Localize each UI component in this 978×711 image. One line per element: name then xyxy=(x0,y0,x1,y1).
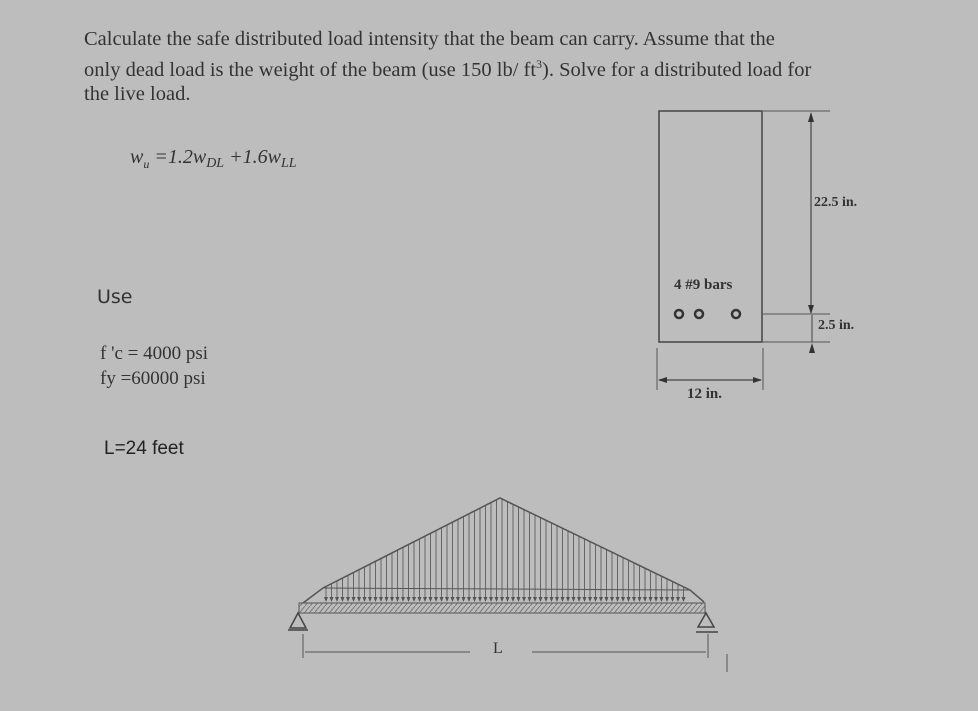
load-arrow-head xyxy=(594,597,598,602)
formula-sub-u: u xyxy=(143,157,150,171)
load-arrow-head xyxy=(434,597,438,602)
use-label: Use xyxy=(97,286,133,308)
load-arrow-head xyxy=(456,597,460,602)
load-arrow-head xyxy=(550,597,554,602)
problem-line-3: the live load. xyxy=(84,82,191,105)
steel-yield-strength: fy =60000 psi xyxy=(100,368,206,389)
formula-w: w xyxy=(130,146,144,168)
load-arrow-head xyxy=(451,597,455,602)
formula-dead-term: =1.2w xyxy=(149,146,207,168)
load-arrow-head xyxy=(660,597,664,602)
load-arrow-head xyxy=(621,597,625,602)
problem-line-2-end: ). Solve for a distributed load for xyxy=(542,58,812,81)
load-arrow-head xyxy=(462,597,466,602)
load-arrow-head xyxy=(616,597,620,602)
load-arrow-head xyxy=(473,597,477,602)
load-arrow-head xyxy=(682,597,686,602)
beam-member xyxy=(299,603,705,613)
load-arrow-head xyxy=(517,597,521,602)
cover-label: 2.5 in. xyxy=(818,318,855,333)
load-arrow-head xyxy=(588,597,592,602)
load-arrow-head xyxy=(440,597,444,602)
load-arrow-head xyxy=(346,597,350,602)
load-arrow-head xyxy=(352,597,356,602)
load-arrow-head xyxy=(412,597,416,602)
uniform-load-line xyxy=(323,588,690,590)
beam-width-label: 12 in. xyxy=(687,386,723,402)
formula-sub-ll: LL xyxy=(280,156,297,171)
load-arrow-head xyxy=(363,597,367,602)
load-arrow-head xyxy=(555,597,559,602)
load-arrow-head xyxy=(374,597,378,602)
load-arrow-head xyxy=(528,597,532,602)
concrete-strength: f 'c = 4000 psi xyxy=(100,343,209,364)
problem-line-1: Calculate the safe distributed load intensity that the beam can carry. Assume that the xyxy=(84,28,775,50)
load-arrow-head xyxy=(445,597,449,602)
roller-support-right xyxy=(698,613,714,627)
load-arrow-head xyxy=(330,597,334,602)
load-arrow-head xyxy=(495,597,499,602)
load-arrow-head xyxy=(533,597,537,602)
load-arrow-head xyxy=(500,597,504,602)
span-symbol-label: L xyxy=(493,640,503,657)
load-arrow-head xyxy=(357,597,361,602)
formula-sub-dl: DL xyxy=(206,156,225,171)
load-arrow-head xyxy=(566,597,570,602)
load-arrow-head xyxy=(335,597,339,602)
load-arrows xyxy=(324,499,686,602)
load-arrow-head xyxy=(467,597,471,602)
triangular-load-outline xyxy=(303,498,704,603)
load-arrow-head xyxy=(511,597,515,602)
load-arrow-head xyxy=(429,597,433,602)
load-arrow-head xyxy=(632,597,636,602)
span-length: L=24 feet xyxy=(104,438,184,459)
load-arrow-head xyxy=(605,597,609,602)
load-arrow-head xyxy=(522,597,526,602)
load-arrow-head xyxy=(599,597,603,602)
load-arrow-head xyxy=(638,597,642,602)
load-arrow-head xyxy=(610,597,614,602)
load-arrow-head xyxy=(407,597,411,602)
load-arrow-head xyxy=(390,597,394,602)
load-arrow-head xyxy=(539,597,543,602)
load-arrow-head xyxy=(506,597,510,602)
load-arrow-head xyxy=(676,597,680,602)
cubic-exponent: 3 xyxy=(536,56,543,71)
load-arrow-head xyxy=(341,597,345,602)
load-arrow-head xyxy=(418,597,422,602)
problem-line-2-text: only dead load is the weight of the beam (use 150 lb/ ft xyxy=(84,58,537,81)
load-arrow-head xyxy=(324,597,328,602)
load-arrow-head xyxy=(572,597,576,602)
load-arrow-head xyxy=(654,597,658,602)
load-arrow-head xyxy=(561,597,565,602)
load-arrow-head xyxy=(401,597,405,602)
load-arrow-head xyxy=(489,597,493,602)
load-arrow-head xyxy=(583,597,587,602)
load-arrow-head xyxy=(643,597,647,602)
load-arrow-head xyxy=(671,597,675,602)
load-arrow-head xyxy=(665,597,669,602)
load-arrow-head xyxy=(627,597,631,602)
load-arrow-head xyxy=(423,597,427,602)
pin-support-left xyxy=(290,613,306,628)
formula-live-term: +1.6w xyxy=(224,146,281,168)
load-arrow-head xyxy=(649,597,653,602)
load-arrow-head xyxy=(368,597,372,602)
load-arrow-head xyxy=(478,597,482,602)
load-arrow-head xyxy=(385,597,389,602)
load-arrow-head xyxy=(396,597,400,602)
load-arrow-head xyxy=(577,597,581,602)
effective-depth-label: 22.5 in. xyxy=(814,195,858,210)
load-arrow-head xyxy=(379,597,383,602)
rebar-label: 4 #9 bars xyxy=(674,277,733,293)
load-arrow-head xyxy=(544,597,548,602)
load-arrow-head xyxy=(484,597,488,602)
